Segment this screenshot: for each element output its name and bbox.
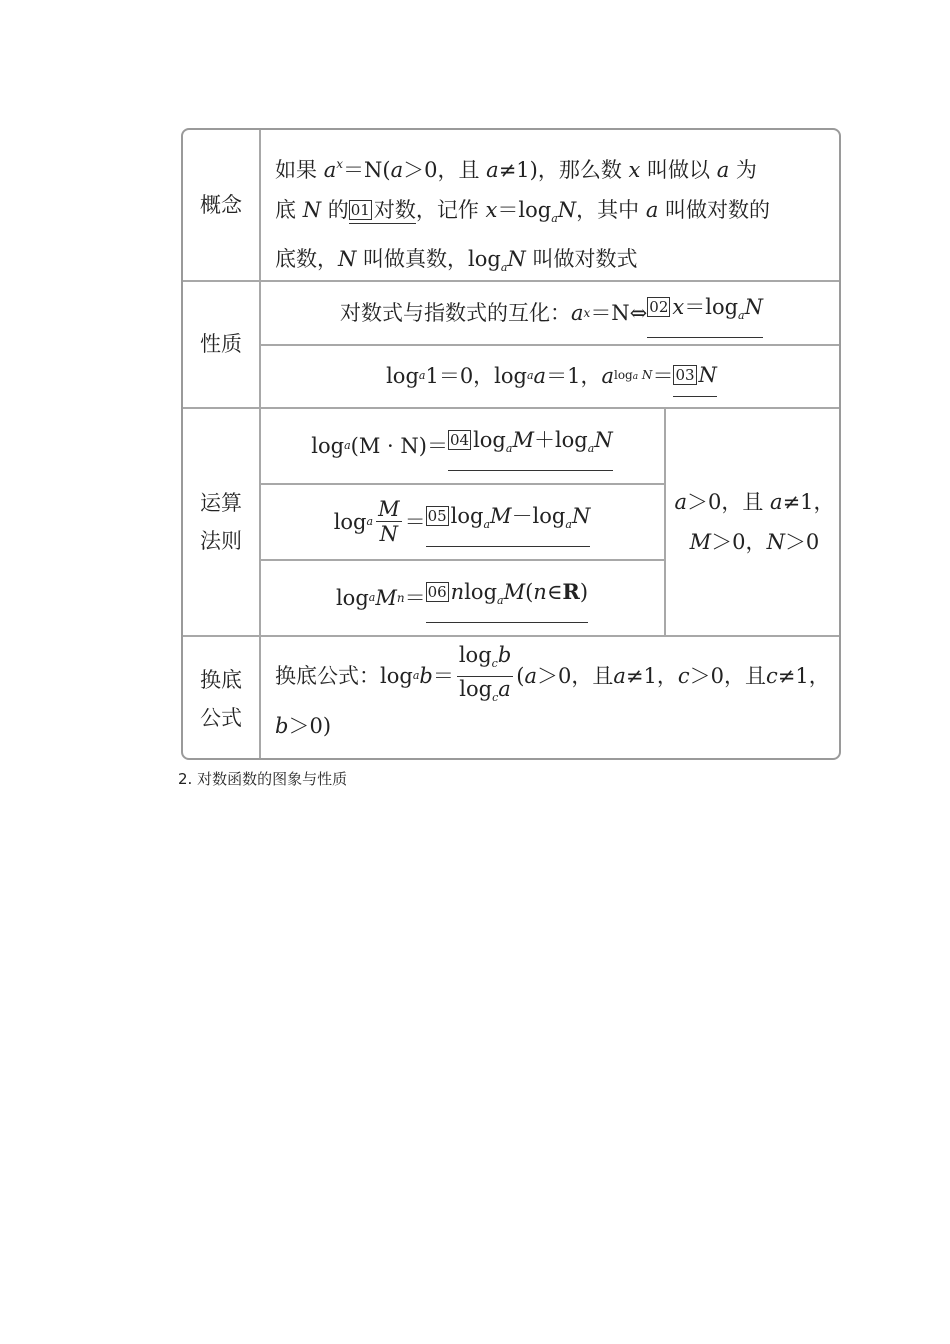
row-label-concept bbox=[183, 130, 259, 280]
change-of-base-formula: 换底公式：log a b ＝ $\frac{\log_cb}{\log_ca}$ ( a ＞0，且 a ≠1， c ＞0，且 c ≠1， b＞0) bbox=[275, 642, 830, 738]
label-text: 公式 bbox=[200, 706, 242, 730]
blank-number-box: 05 bbox=[427, 507, 447, 525]
row-label-properties bbox=[183, 281, 259, 407]
concept-definition bbox=[275, 144, 835, 288]
row-divider bbox=[183, 635, 841, 637]
label-text: 性质 bbox=[200, 332, 242, 356]
blank-number-box: 01 bbox=[350, 201, 370, 219]
label-text: 概念 bbox=[200, 193, 242, 217]
blank-number-box: 02 bbox=[649, 298, 669, 316]
row-label-operation-rules bbox=[183, 408, 259, 635]
blank-04: 04 $\log_aM+\log_aN$ bbox=[448, 420, 613, 471]
fraction-m-over-n: $\frac{M}{N}$ bbox=[378, 497, 400, 546]
blank-number-box: 04 bbox=[449, 431, 470, 449]
blank-05: 05 $\log_aM-\log_aN$ bbox=[426, 496, 591, 547]
fraction-change-of-base: $\frac{\log_cb}{\log_ca}$ bbox=[458, 642, 512, 704]
blank-01: 01 对数 bbox=[350, 198, 416, 222]
blank-02: 02 $x=\log_aN$ bbox=[647, 287, 763, 338]
label-text: 换底 bbox=[200, 668, 242, 692]
rule-quotient: log a $\frac{M}{N}$ ＝ 05 $\log_aM-\log_aN$ bbox=[333, 497, 591, 546]
section-caption: 2. 对数函数的图象与性质 bbox=[178, 770, 348, 788]
property-identities: log a 1＝0，log a a ＝1， a loga N ＝ 03 N bbox=[260, 345, 841, 407]
label-text: 运算 bbox=[200, 490, 242, 515]
row-label-change-of-base bbox=[183, 636, 259, 760]
concept-line-2: 底 N 的 01 对数，记作 $x=\log_aN$，其中 a 叫做对数的 bbox=[275, 198, 771, 225]
blank-number-box: 06 bbox=[427, 583, 447, 601]
blank-03: 03 N bbox=[673, 355, 716, 397]
blank-06: 06 nlog$_a$M(n∈R) bbox=[426, 572, 588, 623]
logarithm-summary-table bbox=[181, 128, 841, 760]
rule-product: log a (M · N)＝ 04 $\log_aM+\log_aN$ bbox=[260, 408, 664, 483]
concept-line-1: 如果 $a^x=N(a>0$，且 a≠1)，那么数 x 叫做以 a 为 bbox=[275, 157, 757, 182]
rule-power: log a M n ＝ 06 nlog$_a$M(n∈R) bbox=[260, 560, 664, 635]
property-conversion: 对数式与指数式的互化： a x ＝N⇔ 02 $x=\log_aN$ bbox=[260, 281, 841, 344]
label-text: 法则 bbox=[200, 528, 242, 553]
concept-line-3: 底数，N 叫做真数，$\log_aN$ 叫做对数式 bbox=[275, 247, 638, 274]
blank-number-box: 03 bbox=[675, 366, 695, 384]
rule-conditions: a＞0，且 a≠1， M＞0，N＞0 bbox=[674, 489, 835, 554]
